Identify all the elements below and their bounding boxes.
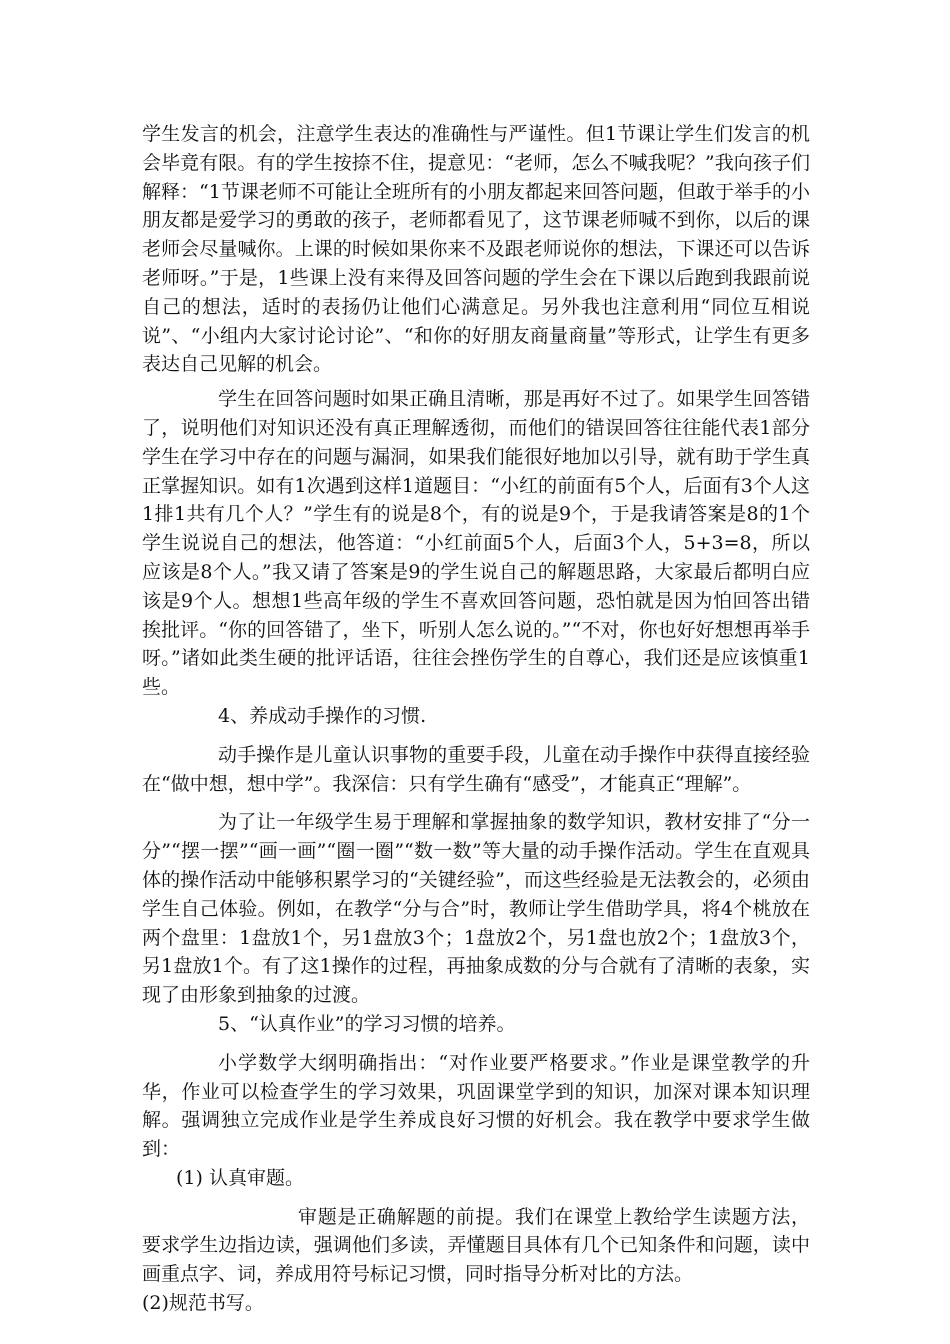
- document-page: [142, 120, 810, 1318]
- section-heading-5: 5、“认真作业”的学习习惯的培养。: [218, 1012, 516, 1035]
- subheading-2: (2)规范书写。: [142, 1292, 264, 1315]
- paragraph-hands-on: 动手操作是儿童认识事物的重要手段，儿童在动手操作中获得直接经验在“做中想，想中学”。我深信：只有学生确有“感受”，才能真正“理解”。: [142, 743, 810, 795]
- paragraph-hands-on-activities: 为了让一年级学生易于理解和掌握抽象的数学知识，教材安排了“分一分”“摆一摆”“画一画”“圈一圈”“数一数”等大量的动手操作活动。学生在直观具体的操作活动中能够积累学习的“关键经验”，而这些经验是无法教会的，必须由学生自己体验。例如，在教学“分与合”时，教师让学生借助学具，将4个桃放在两个盘里：1盘放1个，另1盘放3个；1盘放2个，另1盘也放2个；1盘放3个，另1盘放1个。有了这1操作的过程，再抽象成数的分与合就有了清晰的表象，实现了由形象到抽象的过渡。: [142, 811, 810, 1007]
- paragraph-speaking-opportunities: 学生发言的机会，注意学生表达的准确性与严谨性。但1节课让学生们发言的机会毕竟有限。有的学生按捺不住，提意见：“老师，怎么不喊我呢？”我向孩子们解释：“1节课老师不可能让全班所有的小朋友都起来回答问题，但敢于举手的小朋友都是爱学习的勇敢的孩子，老师都看见了，这节课老师喊不到你，以后的课老师会尽量喊你。上课的时候如果你来不及跟老师说你的想法，下课还可以告诉老师呀。”于是，1些课上没有来得及回答问题的学生会在下课以后跑到我跟前说自己的想法，适时的表扬仍让他们心满意足。另外我也注意利用“同位互相说说”、“小组内大家讨论讨论”、“和你的好朋友商量商量”等形式，让学生有更多表达自己见解的机会。: [142, 123, 810, 376]
- subheading-1: (1) 认真审题。: [176, 1166, 304, 1189]
- section-heading-4: 4、养成动手操作的习惯.: [218, 704, 427, 727]
- paragraph-reading-questions: 审题是正确解题的前提。我们在课堂上教给学生读题方法，要求学生边指边读，强调他们多读，弄懂题目具体有几个已知条件和问题，读中画重点字、词，养成用符号标记习惯，同时指导分析对比的方法。: [142, 1205, 810, 1286]
- paragraph-homework: 小学数学大纲明确指出：“对作业要严格要求。”作业是课堂教学的升华，作业可以检查学生的学习效果，巩固课堂学到的知识，加深对课本知识理解。强调独立完成作业是学生养成良好习惯的好机会。我在教学中要求学生做到：: [142, 1051, 810, 1161]
- paragraph-answering-questions: 学生在回答问题时如果正确且清晰，那是再好不过了。如果学生回答错了，说明他们对知识还没有真正理解透彻，而他们的错误回答往往能代表1部分学生在学习中存在的问题与漏洞，如果我们能很好地加以引导，就有助于学生真正掌握知识。如有1次遇到这样1道题目：“小红的前面有5个人，后面有3个人这1排1共有几个人？”学生有的说是8个，有的说是9个，于是我请答案是8的1个学生说说自己的想法，他答道：“小红前面5个人，后面3个人，5+3=8，所以应该是8个人。”我又请了答案是9的学生说自己的解题思路，大家最后都明白应该是9个人。想想1些高年级的学生不喜欢回答问题，恐怕就是因为怕回答出错挨批评。“你的回答错了，坐下，听别人怎么说的。”“不对，你也好好想想再举手呀。”诸如此类生硬的批评话语，往往会挫伤学生的自尊心，我们还是应该慎重1些。: [142, 388, 810, 699]
